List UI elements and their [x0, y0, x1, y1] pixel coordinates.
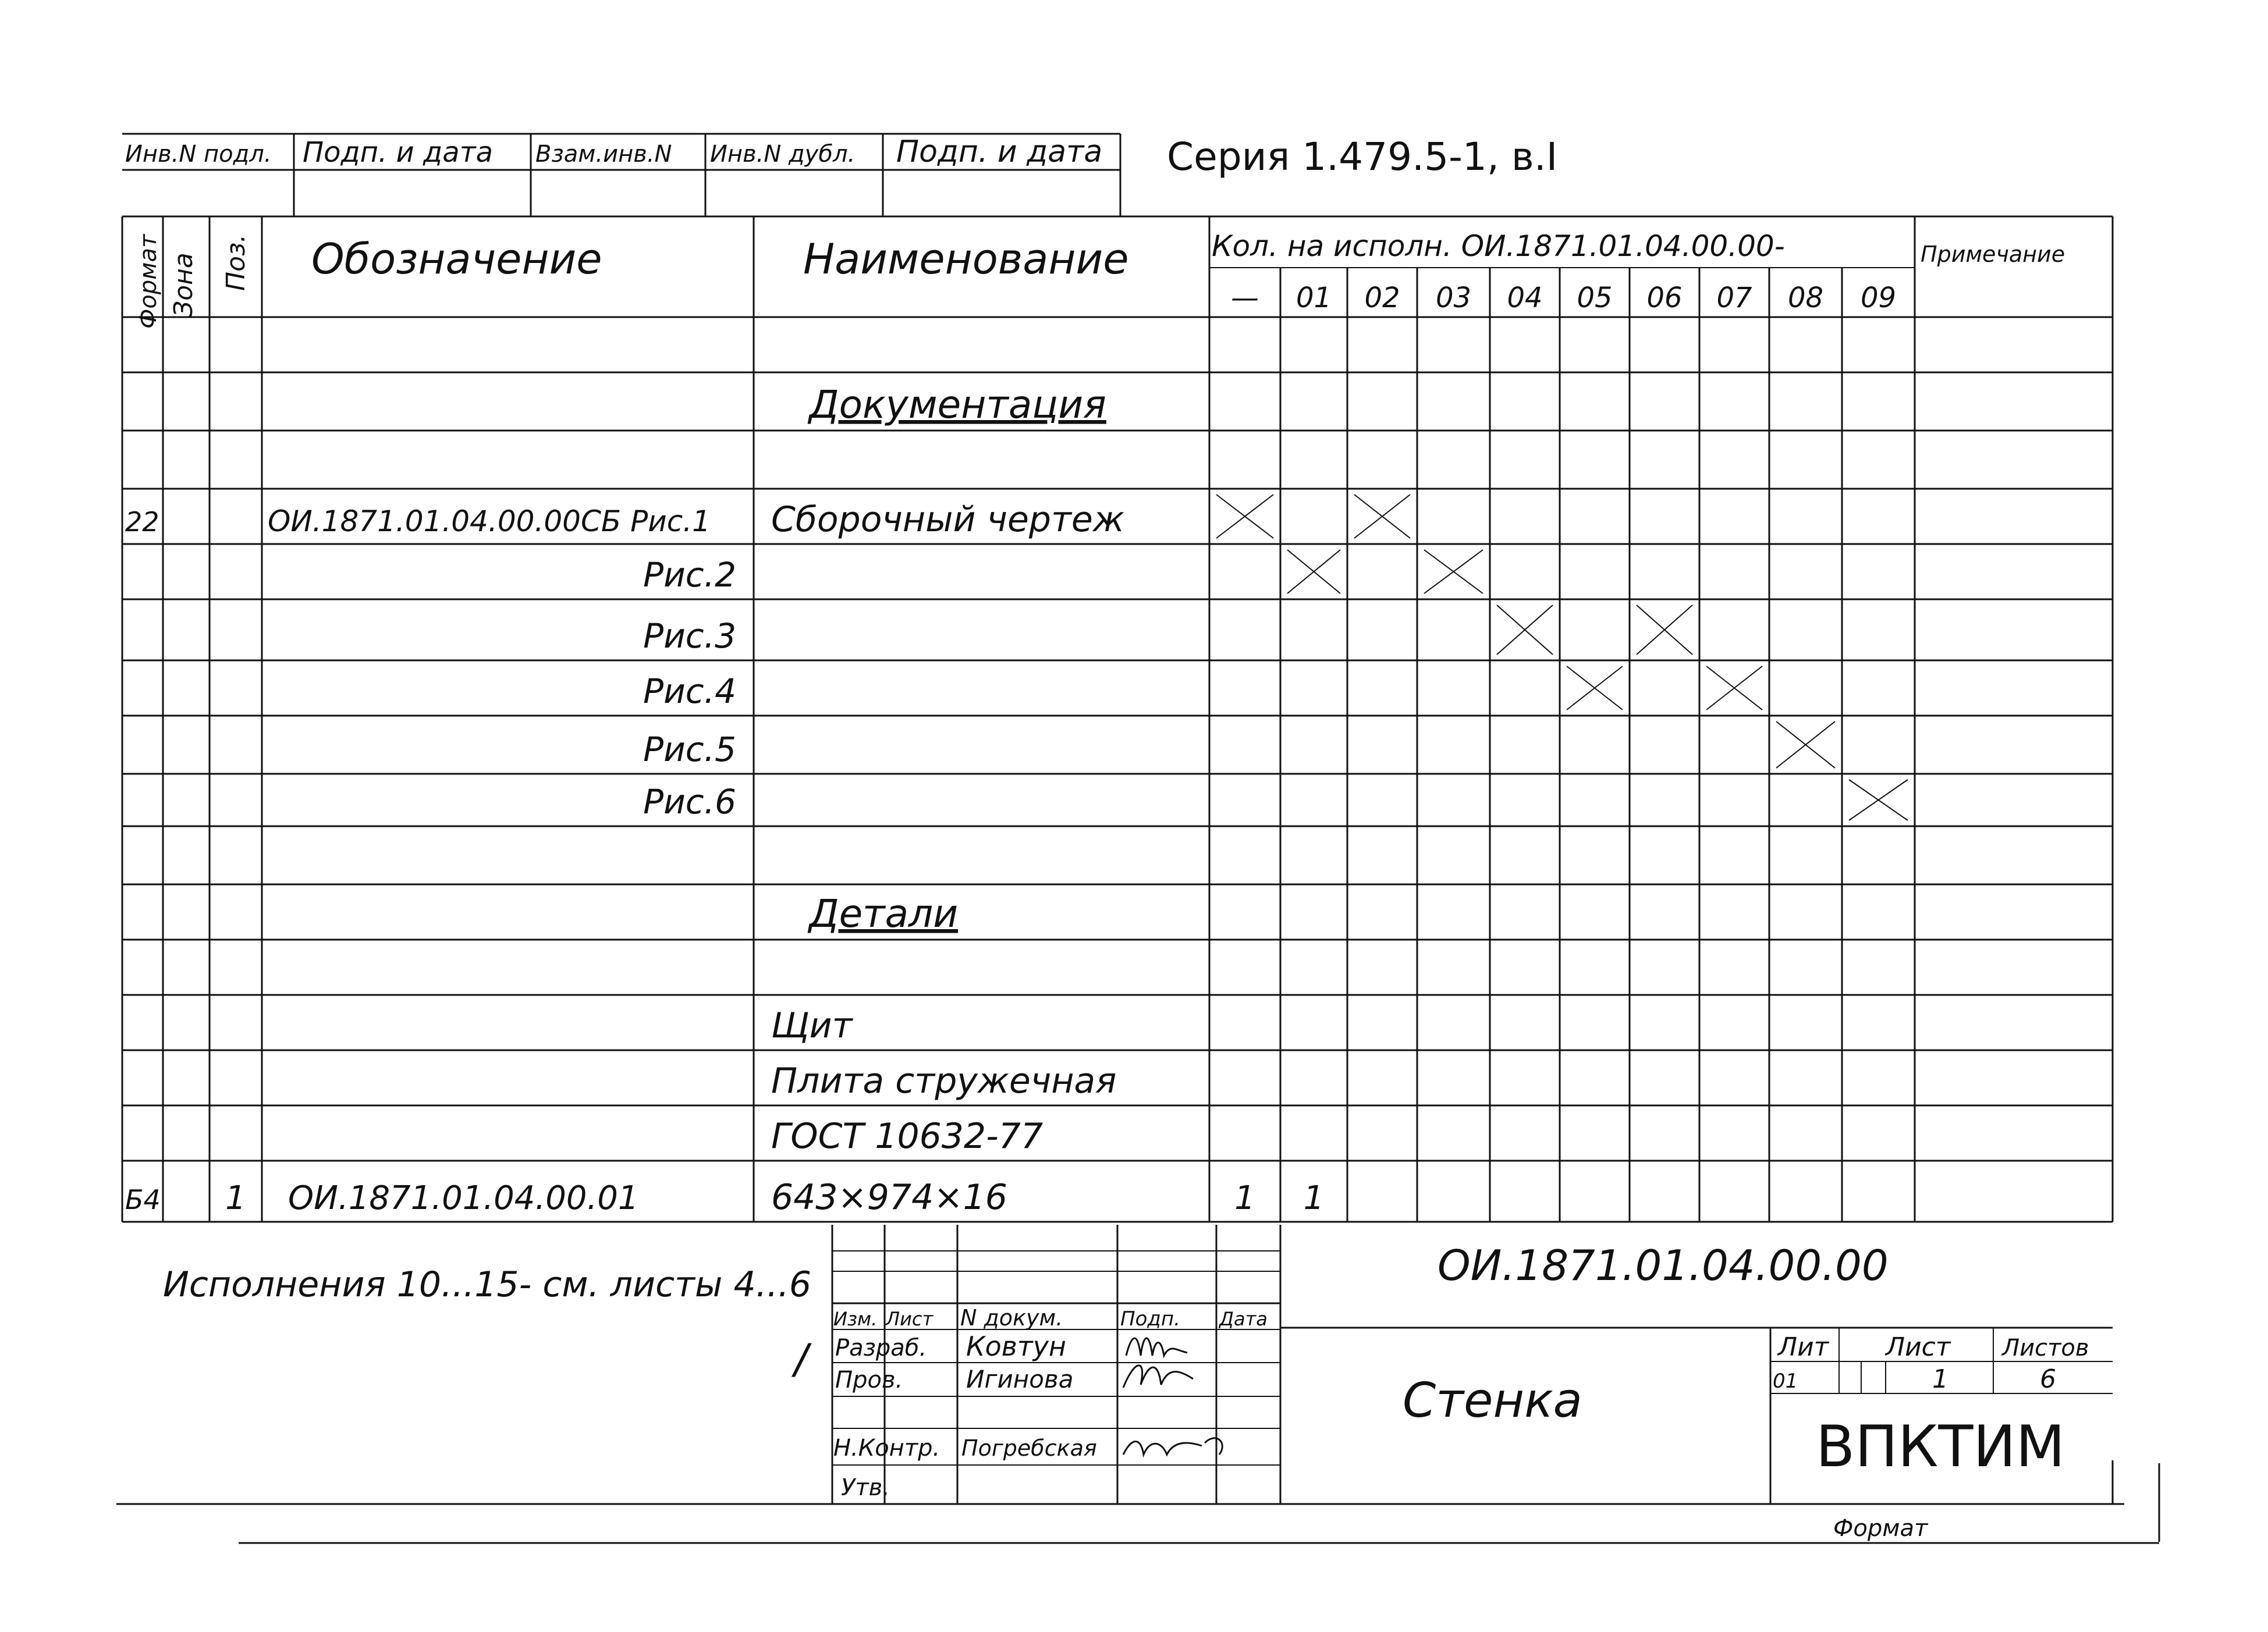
signer-role-checker: Пров. [835, 1367, 903, 1393]
row-designation: ОИ.1871.01.04.00.00СБ Рис.1 [268, 504, 711, 538]
table-row [643, 550, 1483, 595]
sheets-label: Листов [2002, 1335, 2089, 1361]
lit-label: Лит [1778, 1332, 1829, 1362]
row-position: 1 [225, 1179, 246, 1217]
row-designation: Рис.5 [643, 730, 736, 769]
variant-header-05: 05 [1577, 282, 1613, 314]
row-designation: ОИ.1871.01.04.00.01 [288, 1179, 639, 1217]
stamp-header-1: Инв.N подл. [125, 141, 272, 168]
signature-normcontrol [1123, 1438, 1222, 1455]
sheet-label: Лист [1886, 1332, 1951, 1362]
variant-header-04: 04 [1507, 282, 1543, 314]
section-title: Детали [809, 891, 959, 936]
sheets-value: 6 [2040, 1364, 2056, 1394]
sig-header-doc: N докум. [960, 1305, 1063, 1331]
variant-header-01: 01 [1296, 282, 1332, 314]
cross-mark [1849, 780, 1908, 820]
table-header [135, 229, 2065, 329]
cross-mark [1216, 495, 1273, 538]
doc-title: Стенка [1403, 1373, 1582, 1428]
table-row [807, 382, 1106, 427]
row-name: 643×974×16 [771, 1177, 1007, 1218]
row-format: Б4 [125, 1184, 161, 1215]
org-name: ВПКТИМ [1816, 1414, 2065, 1480]
variant-header-02: 02 [1364, 282, 1400, 314]
variant-header-base: — [1231, 282, 1259, 314]
cross-mark [1497, 605, 1553, 655]
table-row [807, 891, 958, 936]
row-name: Сборочный чертеж [771, 499, 1124, 540]
signature-developer [1126, 1338, 1187, 1356]
sig-header-date: Дата [1219, 1308, 1268, 1330]
archive-stamp [122, 134, 1120, 216]
cross-mark [1567, 666, 1623, 710]
row-name: Плита стружечная [771, 1061, 1117, 1101]
cross-mark [1287, 550, 1340, 593]
sig-header-sign: Подп. [1120, 1307, 1180, 1331]
table-row [643, 780, 1908, 822]
series-title: Серия 1.479.5-1, в.I [1167, 134, 1558, 179]
column-header-pos: Поз. [221, 234, 251, 291]
row-designation: Рис.2 [643, 555, 736, 595]
variant-header-06: 06 [1646, 282, 1683, 314]
row-name: Щит [771, 1005, 853, 1046]
table-row [771, 1116, 1043, 1157]
column-header-note: Примечание [1921, 241, 2065, 267]
signer-name-normcontrol: Погребская [961, 1435, 1097, 1461]
footnote-mark: / [794, 1335, 808, 1383]
row-designation: Рис.4 [643, 671, 736, 711]
variant-headers [1231, 282, 1896, 314]
row-format: 22 [125, 506, 159, 538]
cross-mark [1637, 605, 1692, 655]
section-title: Документация [809, 382, 1106, 427]
cross-mark [1354, 495, 1410, 538]
column-header-zone: Зона [169, 253, 198, 317]
variant-header-07: 07 [1716, 282, 1752, 314]
signer-role-normcontrol: Н.Контр. [833, 1435, 940, 1462]
column-header-name: Наименование [803, 234, 1129, 283]
cross-mark [1424, 550, 1483, 593]
spec-rows [125, 382, 1908, 1218]
table-row [125, 1177, 1324, 1218]
table-row [643, 666, 1762, 711]
column-header-format: Формат [135, 234, 162, 329]
stamp-header-4: Инв.N дубл. [710, 141, 856, 168]
format-label: Формат [1833, 1515, 1928, 1542]
signer-role-approver: Утв. [841, 1474, 890, 1501]
footnote: Исполнения 10...15- см. листы 4...6 [163, 1264, 812, 1305]
signer-name-developer: Ковтун [966, 1331, 1067, 1362]
spec-table-grid [122, 216, 2113, 1222]
row-designation: Рис.3 [643, 616, 736, 656]
variant-header-03: 03 [1435, 282, 1472, 314]
row-designation: Рис.6 [643, 782, 736, 822]
table-row [125, 495, 1410, 540]
column-header-designation: Обозначение [311, 234, 602, 283]
doc-number: ОИ.1871.01.04.00.00 [1438, 1241, 1889, 1290]
sig-header-izm: Изм. [833, 1308, 878, 1330]
row-name: ГОСТ 10632-77 [771, 1116, 1044, 1157]
cross-mark [1706, 666, 1762, 710]
sheet-value: 1 [1932, 1364, 1948, 1394]
signature-checker [1123, 1366, 1193, 1388]
variant-header-09: 09 [1860, 282, 1897, 314]
table-row [771, 1005, 854, 1046]
column-header-qty-group: Кол. на исполн. ОИ.1871.01.04.00.00- [1212, 229, 1785, 263]
table-row [771, 1061, 1116, 1101]
lit-value: 01 [1773, 1370, 1798, 1393]
cross-mark [1776, 721, 1835, 768]
sig-header-list: Лист [886, 1308, 934, 1330]
stamp-header-5: Подп. и дата [896, 134, 1103, 169]
signer-role-developer: Разраб. [835, 1335, 927, 1361]
table-row [643, 605, 1692, 656]
row-quantity: 1 [1234, 1179, 1255, 1217]
stamp-header-3: Взам.инв.N [535, 141, 672, 168]
variant-header-08: 08 [1787, 282, 1824, 314]
table-row [643, 721, 1835, 769]
stamp-header-2: Подп. и дата [303, 136, 493, 169]
row-quantity: 1 [1303, 1179, 1325, 1217]
signer-name-checker: Игинова [966, 1365, 1074, 1393]
